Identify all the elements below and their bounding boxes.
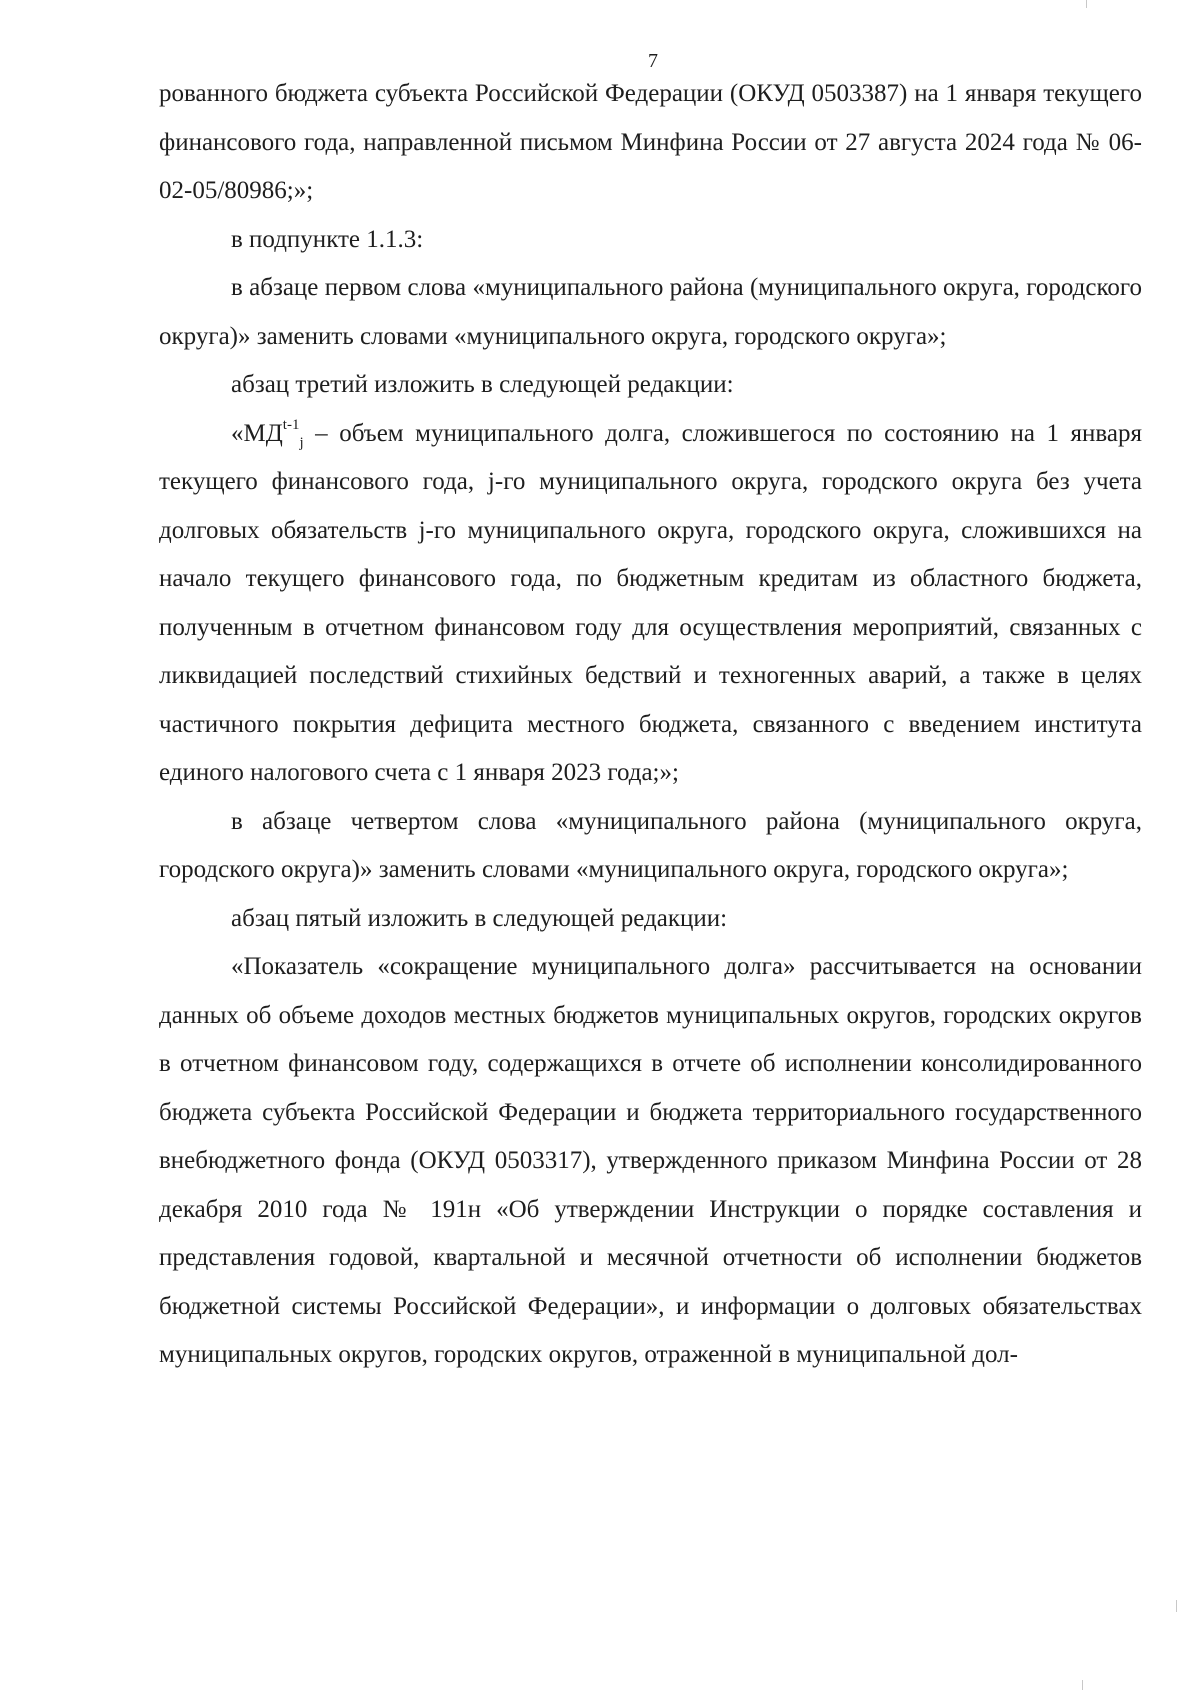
paragraph-first-abzac-amendment: в абзаце первом слова «муниципального района (муниципального округа, городского округа)» заменить словами «муниципального округа, городского округа»;: [159, 274, 1142, 350]
paragraph-third-abzac-heading: абзац третий изложить в следующей редакции:: [231, 371, 734, 398]
paragraph-subclause-heading: в подпункте 1.1.3:: [231, 225, 424, 253]
md-subscript: j: [299, 434, 304, 451]
scan-edge-mark-top: [1086, 0, 1087, 8]
paragraph-indicator-definition: «Показатель «сокращение муниципального долга» рассчитывается на основании данных об объеме доходов местных бюджетов муниципальных округов, городских округов в отчетном финансовом году, содержащихся в отчете об исполнении консолидированного бюджета субъекта Российской Федерации и бюджета территориального государственного внебюджетного фонда (ОКУД 0503317), утвержденного приказом Минфина России от 28 декабря 2010 года № 191н «Об утверждении Инструкции о порядке составления и представления годовой, квартальной и месячной отчетности об исполнении бюджетов бюджетной системы Российской Федерации», и информации о долговых обязательствах муниципальных округов, городских округов, отраженной в муниципальной дол-: [159, 953, 1142, 1368]
page-number: 7: [648, 50, 658, 72]
md-symbol: «МД: [231, 419, 283, 447]
paragraph-continuation: рованного бюджета субъекта Российской Федерации (ОКУД 0503387) на 1 января текущего финансового года, направленной письмом Минфина России от 27 августа 2024 года № 06-02-05/80986;»;: [159, 80, 1142, 204]
paragraph-fifth-abzac-heading: абзац пятый изложить в следующей редакции:: [231, 904, 728, 932]
scan-edge-mark-bottom: [1082, 1680, 1083, 1690]
paragraph-md-definition: [159, 410, 1142, 798]
md-superscript: t-1: [282, 416, 300, 433]
document-body: [159, 70, 1142, 1380]
scan-edge-mark-right: [1176, 1600, 1177, 1612]
paragraph-fourth-abzac-amendment: в абзаце четвертом слова «муниципального района (муниципального округа, городского округа)» заменить словами «муниципального округа, городского округа»;: [159, 807, 1142, 883]
md-definition-text: – объем муниципального долга, сложившегося по состоянию на 1 января текущего финансового года, j-го муниципального округа, городского округа без учета долговых обязательств j-го муниципального округа, городского округа, сложившихся на начало текущего финансового года, по бюджетным кредитам из областного бюджета, полученным в отчетном финансовом году для осуществления мероприятий, связанных с ликвидацией последствий стихийных бедствий и техногенных аварий, а также в целях частичного покрытия дефицита местного бюджета, связанного с введением института единого налогового счета с 1 января 2023 года;»;: [159, 419, 1142, 786]
